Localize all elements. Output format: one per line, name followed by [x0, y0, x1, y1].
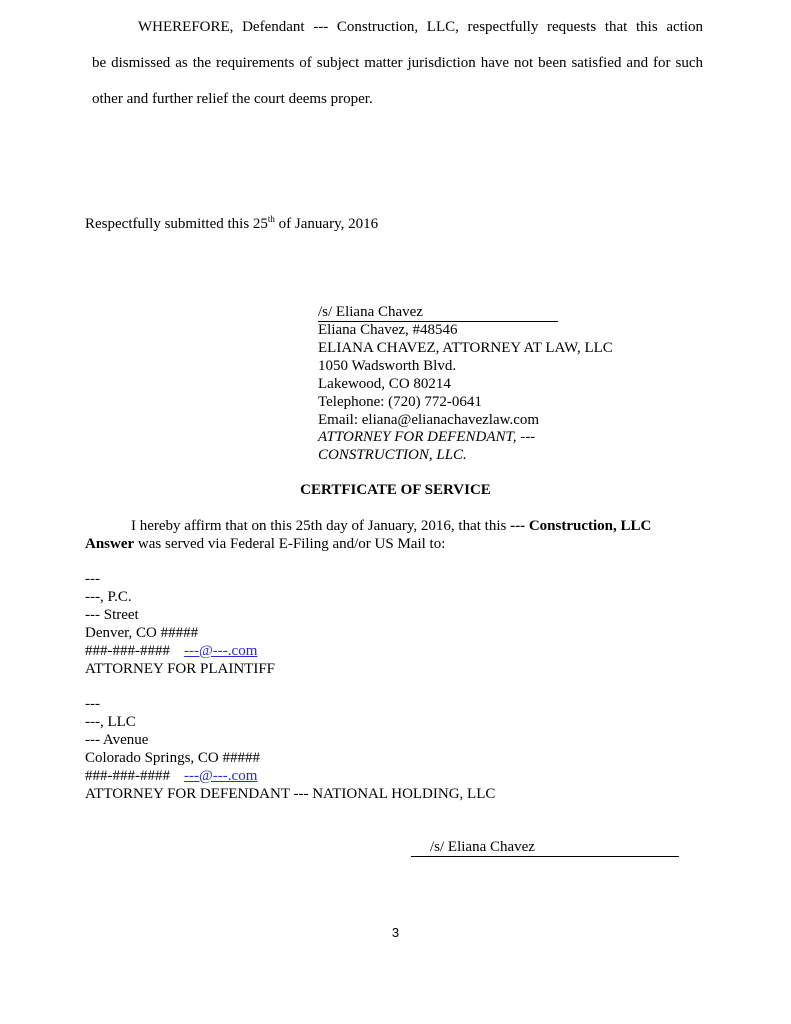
recipient-name: --- [85, 571, 100, 587]
recipient-phone: ###-###-#### [85, 767, 170, 784]
service-recipient-2 [85, 696, 495, 803]
recipient-role: ATTORNEY FOR PLAINTIFF [85, 660, 276, 677]
final-signature-line [411, 839, 679, 857]
certificate-body-document: Answer [85, 536, 135, 552]
recipient-role: ATTORNEY FOR DEFENDANT --- NATIONAL HOLDING, LLC [85, 785, 496, 802]
signature-line: /s/ Eliana Chavez [318, 304, 558, 322]
law-firm: ELIANA CHAVEZ, ATTORNEY AT LAW, LLC [318, 339, 613, 356]
signature-block [318, 304, 613, 465]
attorney-name: Eliana Chavez, #48546 [318, 322, 458, 338]
recipient-phone: ###-###-#### [85, 642, 170, 659]
wherefore-line-1: WHEREFORE, Defendant --- Construction, LLC, respectfully requests that this action [138, 19, 703, 35]
submitted-date [85, 214, 378, 234]
certificate-body-prefix: I hereby affirm that on this 25th day of January, 2016, that this [131, 518, 511, 534]
page-number: 3 [391, 925, 400, 940]
service-recipient-1 [85, 571, 275, 678]
recipient-email-link[interactable]: ---@---.com [184, 767, 258, 784]
recipient-city: Denver, CO ##### [85, 624, 199, 641]
recipient-firm: ---, P.C. [85, 588, 132, 605]
submitted-suffix: of January, 2016 [274, 216, 379, 232]
wherefore-line-2: be dismissed as the requirements of subject matter jurisdiction have not been satisfied and for such [92, 55, 703, 71]
firm-phone: Telephone: (720) 772-0641 [318, 393, 482, 410]
certificate-body-suffix: was served via Federal E-Filing and/or US Mail to: [134, 536, 446, 552]
submitted-prefix: Respectfully submitted this 25 [85, 216, 268, 232]
wherefore-line-3: other and further relief the court deems proper. [92, 91, 373, 107]
recipient-firm: ---, LLC [85, 713, 136, 730]
recipient-city: Colorado Springs, CO ##### [85, 749, 261, 766]
recipient-name: --- [85, 696, 100, 712]
certificate-title: CERTFICATE OF SERVICE [300, 482, 491, 498]
recipient-email-link[interactable]: ---@---.com [184, 642, 258, 659]
recipient-street: --- Avenue [85, 731, 149, 748]
certificate-body [85, 517, 675, 553]
recipient-street: --- Street [85, 606, 139, 623]
firm-city: Lakewood, CO 80214 [318, 375, 451, 392]
firm-street: 1050 Wadsworth Blvd. [318, 357, 457, 374]
attorney-role-line-2: CONSTRUCTION, LLC. [318, 447, 467, 464]
certificate-body-party: --- Construction, LLC [510, 518, 652, 534]
firm-email: Email: eliana@elianachavezlaw.com [318, 411, 540, 428]
final-signature-text: /s/ Eliana Chavez [430, 839, 535, 855]
attorney-role-line-1: ATTORNEY FOR DEFENDANT, --- [318, 429, 536, 446]
submitted-ordinal: th [267, 214, 275, 224]
